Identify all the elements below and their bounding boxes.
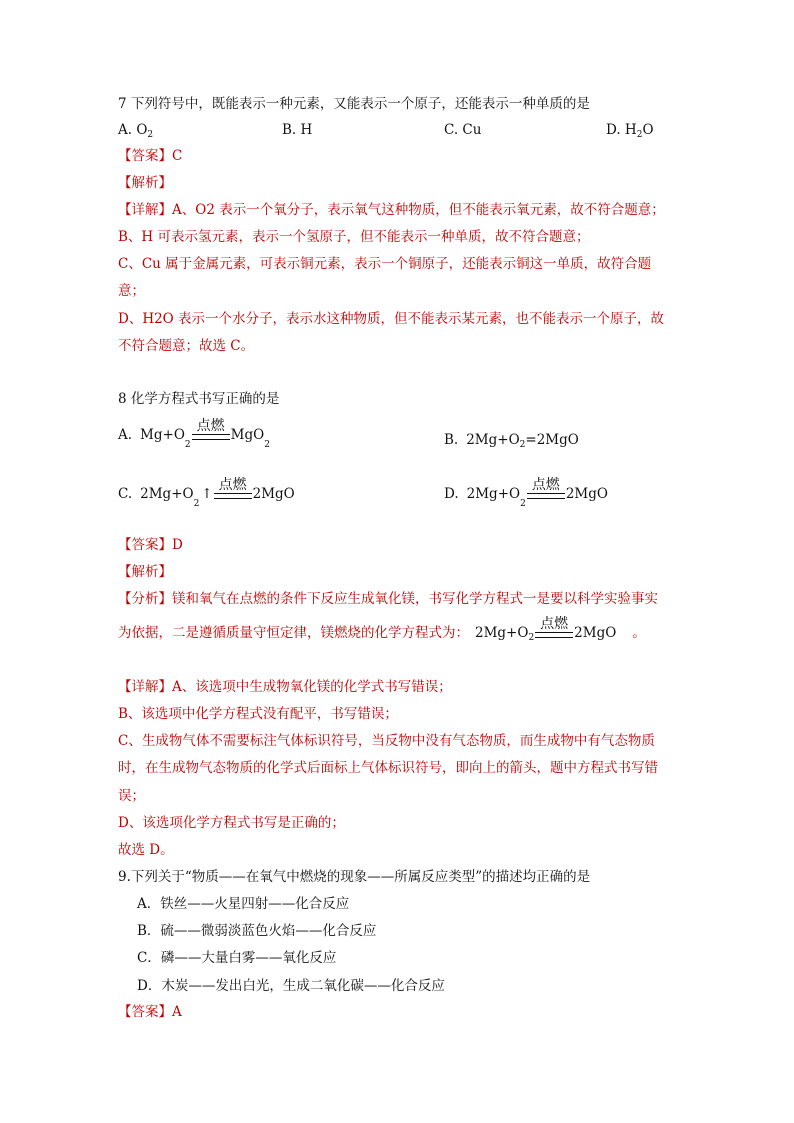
q8-detail-line-5: 误；	[118, 788, 145, 804]
q8-option-d: D. 2Mg+O 2 点燃 2MgO	[444, 477, 608, 509]
q8-detail-line-1: 【详解】A、该选项中生成物氧化镁的化学式书写错误；	[118, 679, 452, 695]
q7-option-d: D. $H_2O$	[606, 122, 654, 140]
q8-fenxi-line-1: 【分析】镁和氧气在点燃的条件下反应生成氧化镁，书写化学方程式一是要以科学实验事实	[118, 591, 658, 607]
q8-analysis-tag: 【解析】	[118, 564, 172, 580]
q7-option-c: C. Cu	[444, 122, 482, 138]
q8-fenxi-line-2: 为依据，二是遵循质量守恒定律，镁燃烧的化学方程式为： $2Mg+O_2$ 点燃 2MgO 。	[118, 616, 646, 643]
q7-detail-line-3: C、Cu 属于金属元素，可表示铜元素，表示一个铜原子，还能表示铜这一单质，故符合题	[118, 256, 652, 272]
q9-answer: 【答案】A	[118, 1004, 182, 1020]
q9-option-b: B．硫——微弱淡蓝色火焰——化合反应	[137, 923, 377, 939]
q7-detail-line-6: 不符合题意；故选 C。	[118, 338, 255, 354]
condition-sign: 点燃	[535, 616, 573, 643]
q9-option-d: D．木炭——发出白光，生成二氧化碳——化合反应	[137, 978, 445, 994]
q8-option-a: A. Mg+O 2 点燃 MgO 2	[118, 418, 270, 450]
q8-answer: 【答案】D	[118, 537, 183, 553]
q7-detail-line-1: 【详解】A、O2 表示一个氧分子，表示氧气这种物质，但不能表示氧元素，故不符合题意；	[118, 202, 665, 218]
q7-answer: 【答案】C	[118, 148, 183, 164]
condition-sign: 点燃	[214, 477, 252, 504]
q7-stem: 7 下列符号中，既能表示一种元素，又能表示一个原子，还能表示一种单质的是	[118, 96, 590, 112]
condition-sign: 点燃	[527, 477, 565, 504]
q8-stem: 8 化学方程式书写正确的是	[118, 391, 280, 407]
q8-detail-line-4: 时，在生成物气态物质的化学式后面标上气体标识符号，即向上的箭头，题中方程式书写错	[118, 760, 658, 776]
q7-option-b: B. H	[282, 122, 313, 138]
q9-stem: 9.下列关于“物质——在氧气中燃烧的现象——所属反应类型”的描述均正确的是	[118, 869, 591, 885]
q8-detail-line-3: C、生成物气体不需要标注气体标识符号，当反物中没有气态物质，而生成物中有气态物质	[118, 733, 655, 749]
q9-option-a: A．铁丝——火星四射——化合反应	[137, 896, 350, 912]
q8-detail-line-6: D、该选项化学方程式书写是正确的；	[118, 815, 345, 831]
q8-option-b: B. $2Mg+O_2=2MgO$	[444, 432, 579, 450]
q7-analysis-tag: 【解析】	[118, 175, 172, 191]
combustion-equation: $2Mg+O_2$	[475, 625, 535, 643]
q8-option-c: C. 2Mg+O 2 ↑ 点燃 2MgO	[118, 477, 295, 509]
q7-detail-line-5: D、H2O 表示一个水分子，表示水这种物质，但不能表示某元素，也不能表示一个原子，故	[118, 311, 665, 327]
q7-detail-line-4: 意；	[118, 283, 145, 299]
q7-detail-line-2: B、H 可表示氢元素，表示一个氢原子，但不能表示一种单质，故不符合题意；	[118, 229, 590, 245]
q8-detail-line-2: B、该选项中化学方程式没有配平，书写错误；	[118, 706, 398, 722]
q8-detail-line-7: 故选 D。	[118, 842, 174, 858]
condition-sign: 点燃	[192, 418, 230, 445]
q9-option-c: C．磷——大量白雾——氧化反应	[137, 950, 337, 966]
q7-option-a: A. $O_2$	[118, 122, 154, 140]
